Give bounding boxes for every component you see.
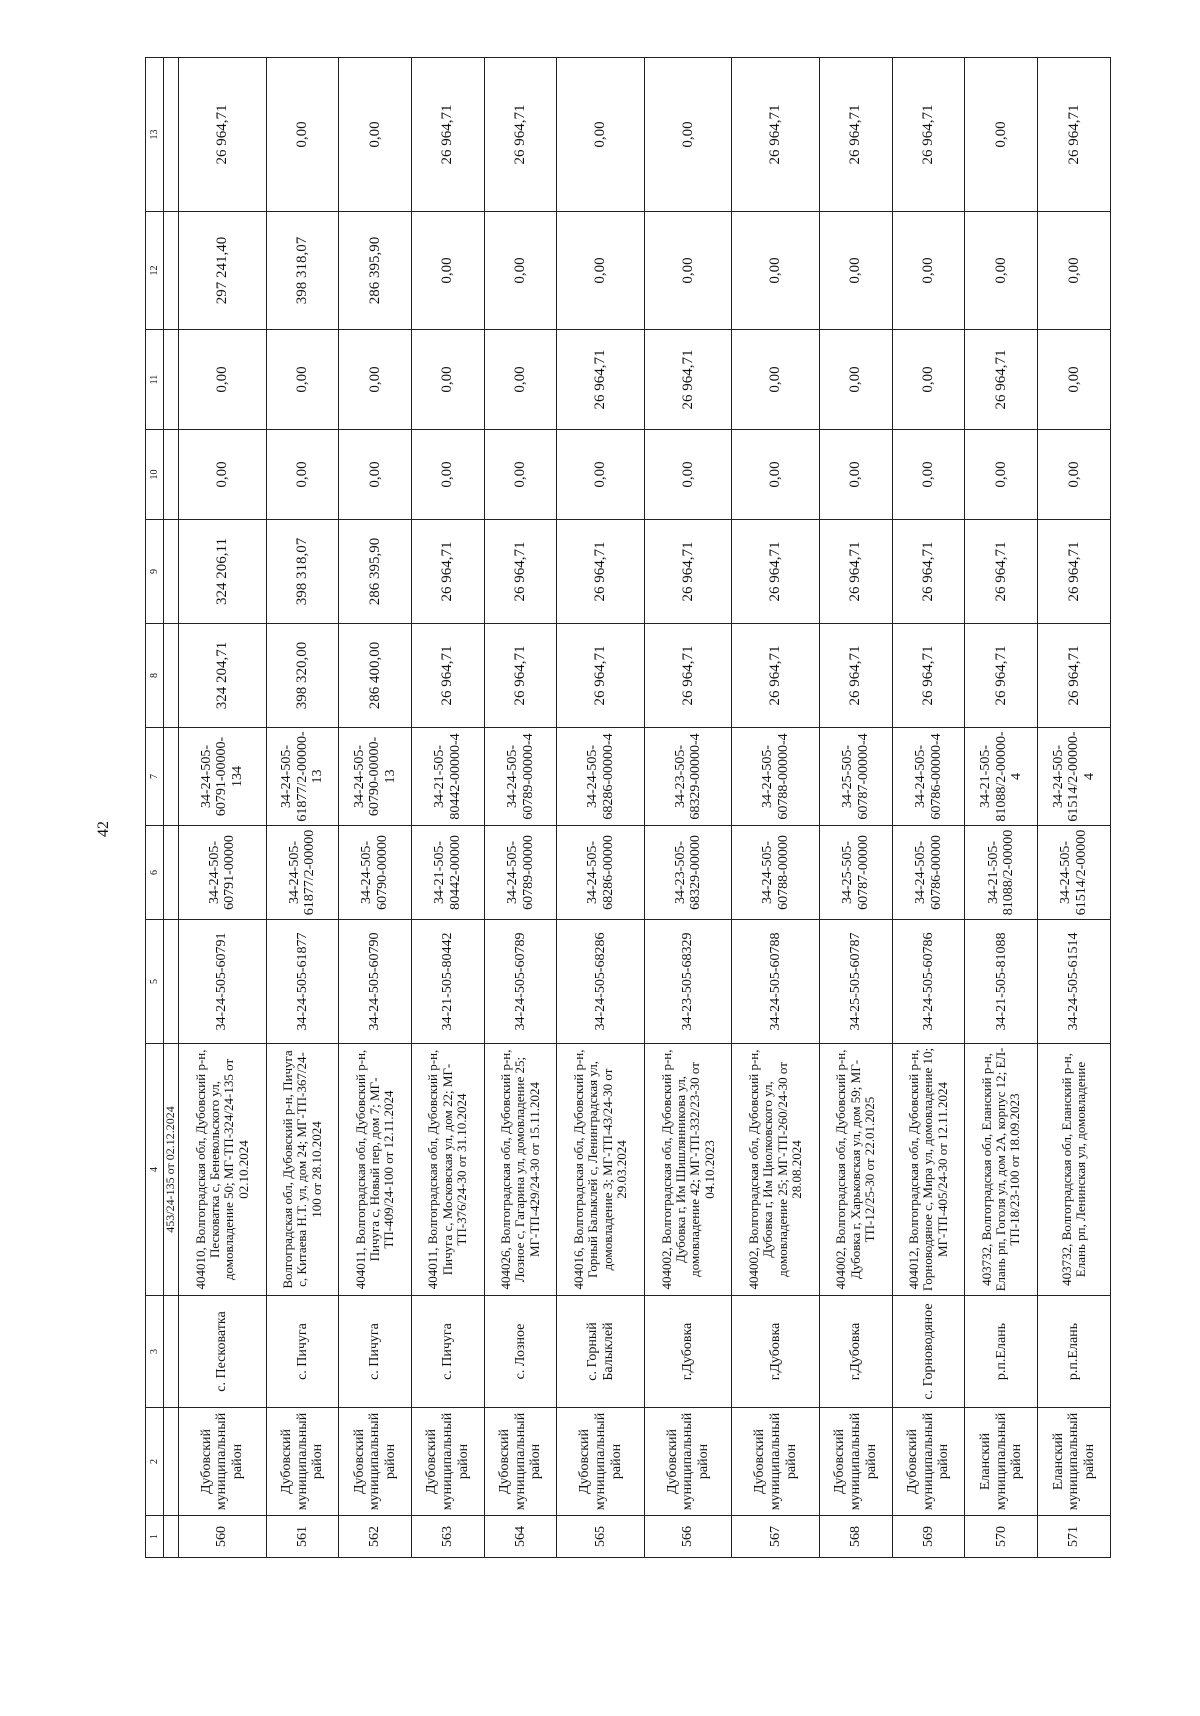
amount-cell: 398 318,07 [266,520,339,624]
row-number: 570 [965,1516,1038,1558]
table-row [557,58,645,1558]
carry-cell [164,1296,179,1408]
table-row [411,58,484,1558]
carry-cell [164,330,179,430]
code-cell: 34-24-505-60791-00000-134 [179,728,267,826]
row-number: 560 [179,1516,267,1558]
cadastral-block-cell: 34-24-505-61514 [1038,920,1111,1044]
address-cell: 404026, Волгоградская обл, Дубовский р-н, Лозное с, Гагарина ул, домовладение 25; МГ-ТП-429/24-30 от 15.11.2024 [484,1044,557,1296]
table-row [339,58,412,1558]
cadastral-block-cell: 34-23-505-68329 [644,920,732,1044]
amount-cell: 0,00 [732,212,820,330]
code-cell: 34-23-505-68329-00000-4 [644,728,732,826]
column-number-10: 10 [146,430,164,520]
column-number-row [146,58,164,1558]
amount-cell: 0,00 [644,58,732,212]
amount-cell: 26 964,71 [1038,58,1111,212]
amount-cell: 26 964,71 [411,624,484,728]
amount-cell: 297 241,40 [179,212,267,330]
address-cell: 404002, Волгоградская обл, Дубовский р-н, Дубовка г, Им Шишлянникова ул, домовладение 42; МГ-ТП-332/23-30 от 04.10.2023 [644,1044,732,1296]
amount-cell: 26 964,71 [484,624,557,728]
amount-cell: 26 964,71 [644,624,732,728]
amount-cell: 26 964,71 [644,330,732,430]
amount-cell: 0,00 [732,430,820,520]
amount-cell: 398 320,00 [266,624,339,728]
code-cell: 34-24-505-60788-00000-4 [732,728,820,826]
amount-cell: 0,00 [266,58,339,212]
amount-cell: 324 206,11 [179,520,267,624]
district-cell: Дубовский муниципальный район [644,1408,732,1516]
amount-cell: 324 204,71 [179,624,267,728]
cadastral-block-cell: 34-24-505-68286 [557,920,645,1044]
district-cell: Дубовский муниципальный район [339,1408,412,1516]
locality-cell: с. Пичуга [266,1296,339,1408]
district-cell: Дубовский муниципальный район [732,1408,820,1516]
locality-cell: с. Песковатка [179,1296,267,1408]
amount-cell: 286 395,90 [339,520,412,624]
row-number: 568 [820,1516,893,1558]
amount-cell: 26 964,71 [965,624,1038,728]
address-cell: 403732, Волгоградская обл, Еланский р-н, Елань рп, Гоголя ул, дом 2А, корпус 12; ЕЛ-ТП-18/23-100 от 18.09.2023 [965,1044,1038,1296]
cadastral-block-cell: 34-24-505-60790 [339,920,412,1044]
amount-cell: 398 318,07 [266,212,339,330]
table-row [266,58,339,1558]
row-number: 561 [266,1516,339,1558]
row-number: 565 [557,1516,645,1558]
amount-cell: 0,00 [892,330,965,430]
column-number-8: 8 [146,624,164,728]
district-cell: Еланский муниципальный район [965,1408,1038,1516]
carry-cell [164,212,179,330]
amount-cell: 26 964,71 [965,520,1038,624]
amount-cell: 26 964,71 [411,520,484,624]
cadastral-block-cell: 34-24-505-60791 [179,920,267,1044]
district-cell: Дубовский муниципальный район [266,1408,339,1516]
carry-cell [164,920,179,1044]
locality-cell: с. Пичуга [411,1296,484,1408]
amount-cell: 0,00 [892,212,965,330]
cadastral-block-cell: 34-24-505-60789 [484,920,557,1044]
amount-cell: 26 964,71 [1038,520,1111,624]
amount-cell: 0,00 [484,330,557,430]
column-number-6: 6 [146,826,164,920]
row-number: 571 [1038,1516,1111,1558]
cadastral-block-cell: 34-24-505-61877 [266,920,339,1044]
locality-cell: г.Дубовка [644,1296,732,1408]
code-cell: 34-24-505-68286-00000 [557,826,645,920]
table-row [484,58,557,1558]
amount-cell: 26 964,71 [892,58,965,212]
code-cell: 34-24-505-60791-00000 [179,826,267,920]
cadastral-block-cell: 34-24-505-60788 [732,920,820,1044]
address-cell: 403732, Волгоградская обл, Еланский р-н, Елань рп, Ленинская ул, домовладение [1038,1044,1111,1296]
locality-cell: с. Лозное [484,1296,557,1408]
amount-cell: 0,00 [179,330,267,430]
carry-cell [164,430,179,520]
amount-cell: 26 964,71 [732,624,820,728]
amount-cell: 0,00 [820,330,893,430]
amount-cell: 26 964,71 [732,520,820,624]
carry-cell [164,728,179,826]
locality-cell: г.Дубовка [820,1296,893,1408]
amount-cell: 0,00 [1038,330,1111,430]
amount-cell: 0,00 [339,58,412,212]
amount-cell: 0,00 [266,330,339,430]
locality-cell: с. Горный Балыклей [557,1296,645,1408]
table-row [179,58,267,1558]
amount-cell: 0,00 [965,58,1038,212]
column-number-11: 11 [146,330,164,430]
amount-cell: 0,00 [644,212,732,330]
column-number-12: 12 [146,212,164,330]
column-number-1: 1 [146,1516,164,1558]
amount-cell: 0,00 [965,212,1038,330]
column-number-9: 9 [146,520,164,624]
column-number-2: 2 [146,1408,164,1516]
table-row [820,58,893,1558]
amount-cell: 0,00 [411,430,484,520]
code-cell: 34-25-505-60787-00000 [820,826,893,920]
code-cell: 34-24-505-61877/2-00000 [266,826,339,920]
amount-cell: 0,00 [411,330,484,430]
table-frame [145,58,1111,1558]
address-cell: 404002, Волгоградская обл, Дубовский р-н, Дубовка г, Харьковская ул, дом 59; МГ-ТП-12/25-30 от 22.01.2025 [820,1044,893,1296]
locality-cell: р.п.Елань [965,1296,1038,1408]
locality-cell: с. Пичуга [339,1296,412,1408]
amount-cell: 0,00 [1038,430,1111,520]
amount-cell: 0,00 [820,212,893,330]
column-number-3: 3 [146,1296,164,1408]
district-cell: Дубовский муниципальный район [892,1408,965,1516]
amount-cell: 26 964,71 [484,520,557,624]
amount-cell: 0,00 [266,430,339,520]
amount-cell: 0,00 [339,430,412,520]
code-cell: 34-23-505-68329-00000 [644,826,732,920]
address-cell: 404010, Волгоградская обл, Дубовский р-н, Песковатка с, Беневольского ул, домовладение 50; МГ-ТП-324/24-135 от 02.10.2024 [179,1044,267,1296]
carry-cell [164,520,179,624]
carry-text: 453/24-135 от 02.12.2024 [164,1044,179,1296]
amount-cell: 26 964,71 [644,520,732,624]
amount-cell: 26 964,71 [820,624,893,728]
amount-cell: 0,00 [179,430,267,520]
table-row [1038,58,1111,1558]
amount-cell: 0,00 [820,430,893,520]
carry-cell [164,1408,179,1516]
table-row [965,58,1038,1558]
code-cell: 34-24-505-60788-00000 [732,826,820,920]
amount-cell: 0,00 [484,430,557,520]
row-number: 567 [732,1516,820,1558]
amount-cell: 286 400,00 [339,624,412,728]
amount-cell: 26 964,71 [411,58,484,212]
amount-cell: 26 964,71 [557,330,645,430]
cadastral-block-cell: 34-21-505-80442 [411,920,484,1044]
code-cell: 34-24-505-61514/2-00000 [1038,826,1111,920]
amount-cell: 0,00 [644,430,732,520]
district-cell: Дубовский муниципальный район [179,1408,267,1516]
locality-cell: с. Горноводяное [892,1296,965,1408]
amount-cell: 0,00 [339,330,412,430]
address-cell: 404011, Волгоградская обл, Дубовский р-н, Пичуга с, Новый пер, дом 7; МГ-ТП-409/24-100 от 12.11.2024 [339,1044,412,1296]
code-cell: 34-21-505-80442-00000 [411,826,484,920]
amount-cell: 0,00 [965,430,1038,520]
address-cell: Волгоградская обл, Дубовский р-н, Пичуга с, Китаева Н.Т. ул, дом 24; МГ-ТП-367/24-100 от 28.10.2024 [266,1044,339,1296]
table-row [644,58,732,1558]
code-cell: 34-24-505-60786-00000-4 [892,728,965,826]
row-number: 563 [411,1516,484,1558]
amount-cell: 26 964,71 [892,624,965,728]
carry-cell [164,1516,179,1558]
column-number-13: 13 [146,58,164,212]
code-cell: 34-24-505-60789-00000 [484,826,557,920]
locality-cell: р.п.Елань [1038,1296,1111,1408]
amount-cell: 26 964,71 [820,58,893,212]
amount-cell: 0,00 [557,212,645,330]
row-number: 566 [644,1516,732,1558]
locality-cell: г.Дубовка [732,1296,820,1408]
code-cell: 34-21-505-80442-00000-4 [411,728,484,826]
column-number-7: 7 [146,728,164,826]
code-cell: 34-24-505-60786-00000 [892,826,965,920]
code-cell: 34-24-505-60790-00000-13 [339,728,412,826]
code-cell: 34-24-505-61877/2-00000-13 [266,728,339,826]
district-cell: Дубовский муниципальный район [820,1408,893,1516]
code-cell: 34-24-505-60790-00000 [339,826,412,920]
amount-cell: 0,00 [557,58,645,212]
amount-cell: 26 964,71 [892,520,965,624]
cadastral-block-cell: 34-21-505-81088 [965,920,1038,1044]
column-number-4: 4 [146,1044,164,1296]
amount-cell: 26 964,71 [820,520,893,624]
address-cell: 404016, Волгоградская обл, Дубовский р-н, Горный Балыклей с, Ленинградская ул, домовладение 3; МГ-ТП-43/24-30 от 29.03.2024 [557,1044,645,1296]
amount-cell: 26 964,71 [557,520,645,624]
amount-cell: 286 395,90 [339,212,412,330]
code-cell: 34-21-505-81088/2-00000 [965,826,1038,920]
carry-cell [164,624,179,728]
amount-cell: 0,00 [411,212,484,330]
amount-cell: 26 964,71 [179,58,267,212]
carry-cell [164,58,179,212]
amount-cell: 26 964,71 [1038,624,1111,728]
code-cell: 34-24-505-61514/2-00000-4 [1038,728,1111,826]
row-number: 562 [339,1516,412,1558]
page-number: 42 [95,821,112,837]
row-number: 564 [484,1516,557,1558]
amount-cell: 0,00 [557,430,645,520]
amount-cell: 0,00 [1038,212,1111,330]
amount-cell: 0,00 [484,212,557,330]
table-row [892,58,965,1558]
row-number: 569 [892,1516,965,1558]
district-cell: Дубовский муниципальный район [484,1408,557,1516]
district-cell: Дубовский муниципальный район [557,1408,645,1516]
data-table [145,57,1111,1558]
amount-cell: 26 964,71 [557,624,645,728]
district-cell: Еланский муниципальный район [1038,1408,1111,1516]
cadastral-block-cell: 34-24-505-60786 [892,920,965,1044]
code-cell: 34-24-505-68286-00000-4 [557,728,645,826]
code-cell: 34-25-505-60787-00000-4 [820,728,893,826]
address-cell: 404012, Волгоградская обл, Дубовский р-н, Горноводяное с, Мира ул, домовладение 10; МГ-ТП-405/24-30 от 12.11.2024 [892,1044,965,1296]
address-cell: 404011, Волгоградская обл, Дубовский р-н, Пичуга с, Московская ул, дом 22; МГ-ТП-376/24-30 от 31.10.2024 [411,1044,484,1296]
column-number-5: 5 [146,920,164,1044]
amount-cell: 0,00 [732,330,820,430]
amount-cell: 0,00 [892,430,965,520]
address-cell: 404002, Волгоградская обл, Дубовский р-н, Дубовка г, Им Циолковского ул, домовладение 25; МГ-ТП-260/24-30 от 28.08.2024 [732,1044,820,1296]
amount-cell: 26 964,71 [965,330,1038,430]
code-cell: 34-24-505-60789-00000-4 [484,728,557,826]
table-row [732,58,820,1558]
carryover-row [164,58,179,1558]
carry-cell [164,826,179,920]
amount-cell: 26 964,71 [732,58,820,212]
cadastral-block-cell: 34-25-505-60787 [820,920,893,1044]
code-cell: 34-21-505-81088/2-00000-4 [965,728,1038,826]
amount-cell: 26 964,71 [484,58,557,212]
district-cell: Дубовский муниципальный район [411,1408,484,1516]
